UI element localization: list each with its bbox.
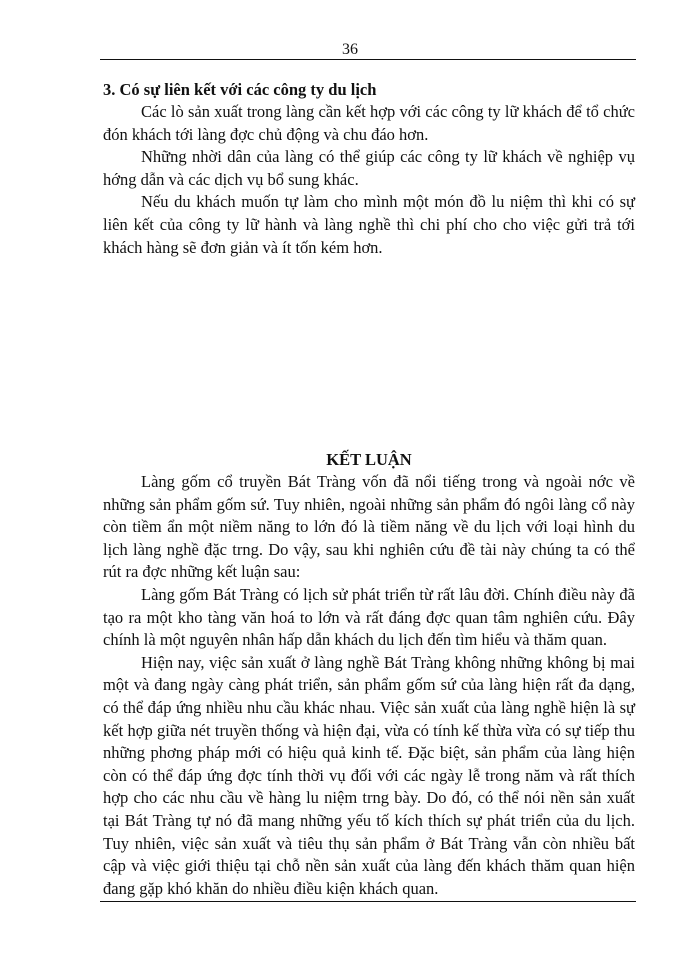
- section-body: [103, 101, 635, 259]
- conclusion-paragraph-1: Làng gốm cổ truyền Bát Tràng vốn đã nổi tiếng trong và ngoài nớc về những sản phẩm gốm sứ. Tuy nhiên, ngoài những sản phẩm đó ngôi làng cổ này còn tiềm ẩn một niềm năng to lớn đó là tiềm năng về du lịch với loại hình du lịch làng nghề đặc trng. Do vậy, sau khi nghiên cứu đề tài này chúng ta có thể rút ra đợc những kết luận sau:: [103, 472, 635, 582]
- conclusion-title: KẾT LUẬN: [326, 450, 412, 469]
- section-paragraph-1: Các lò sản xuất trong làng cần kết hợp với các công ty lữ khách để tổ chức đón khách tới làng đợc chủ động và chu đáo hơn.: [103, 102, 635, 144]
- section-paragraph-3: Nếu du khách muốn tự làm cho mình một món đồ lu niệm thì khi có sự liên kết của công ty lữ hành và làng nghề thì chi phí cho cho việc gửi trả tới khách hàng sẽ đơn giản và ít tốn kém hơn.: [103, 192, 635, 257]
- header-rule: [100, 59, 636, 60]
- section-paragraph-2: Những nhời dân của làng có thể giúp các công ty lữ khách về nghiệp vụ hớng dẫn và các dịch vụ bổ sung khác.: [103, 147, 635, 189]
- page-number: 36: [342, 41, 358, 58]
- conclusion-paragraph-2: Làng gốm Bát Tràng có lịch sử phát triển từ rất lâu đời. Chính điều này đã tạo ra một kho tàng văn hoá to lớn và rất đáng đợc quan tâm nghiên cứu. Đây chính là một nguyên nhân hấp dẫn khách du lịch đến tìm hiểu và thăm quan.: [103, 584, 635, 650]
- footer-rule: [100, 901, 636, 902]
- section-heading: 3. Có sự liên kết với các công ty du lịch: [103, 80, 377, 99]
- conclusion-paragraph-3: Hiện nay, việc sản xuất ở làng nghề Bát Tràng không những không bị mai một và đang ngày càng phát triển, sản phẩm gốm sứ của làng hiện rất đa dạng, có thể đáp ứng nhiều nhu cầu khác nhau. Việc sản xuất của làng nghề hiện là sự kết hợp giữa nét truyền thống và hiện đại, vừa có tính kế thừa vừa có sự tiếp thu những phơng pháp mới có hiệu quả kinh tế. Đặc biệt, sản phẩm của làng hiện còn có thể đáp ứng đợc tính thời vụ đối với các ngày lễ trong năm và rất thích hợp cho các nhu cầu về hàng lu niệm trng bày. Do đó, có thể nói nền sản xuất tại Bát Tràng tự nó đã mang những yếu tố kích thích sự phát triển của du lịch. Tuy nhiên, việc sản xuất và tiêu thụ sản phẩm ở Bát Tràng vẫn còn nhiều bất cập và việc giới thiệu tại chỗ nền sản xuất của làng đến khách thăm quan hiện đang gặp khó khăn do nhiều điều kiện khách quan.: [103, 652, 635, 898]
- conclusion-body: [103, 471, 635, 900]
